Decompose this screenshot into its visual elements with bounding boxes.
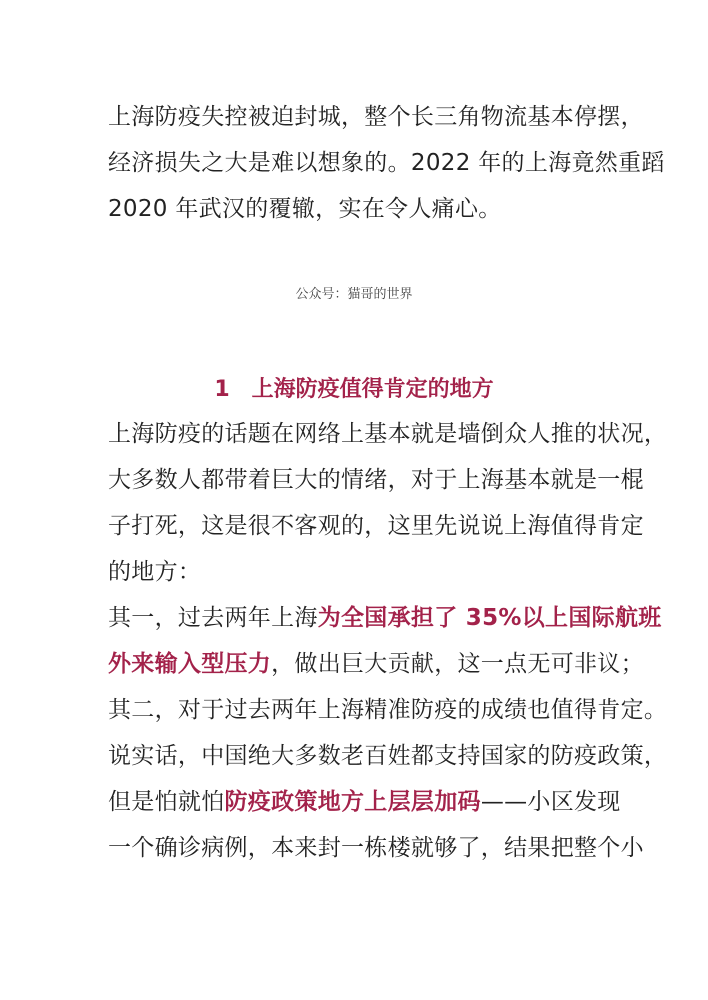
body-line-8: 说实话，中国绝大多数老百姓都支持国家的防疫政策， xyxy=(108,743,668,769)
highlight-text: 为全国承担了 35%以上国际航班 xyxy=(317,605,662,631)
body-line-5 xyxy=(108,595,662,641)
body-line-6 xyxy=(108,641,644,687)
body-paragraph xyxy=(108,411,668,871)
body-text: ——小区发现 xyxy=(480,789,621,815)
body-text: 其一，过去两年上海 xyxy=(108,605,318,631)
body-line-4: 的地方： xyxy=(108,559,202,585)
body-line-1: 上海防疫的话题在网络上基本就是墙倒众人推的状况， xyxy=(108,421,668,447)
body-text: ，做出巨大贡献，这一点无可非议； xyxy=(271,651,644,677)
intro-line-1: 上海防疫失控被迫封城，整个长三角物流基本停摆， xyxy=(108,104,644,130)
highlight-text: 外来输入型压力 xyxy=(108,651,272,677)
body-line-7: 其二，对于过去两年上海精准防疫的成绩也值得肯定。 xyxy=(108,697,668,723)
body-line-10: 一个确诊病例，本来封一栋楼就够了，结果把整个小 xyxy=(108,835,644,861)
intro-line-2: 经济损失之大是难以想象的。2022 年的上海竟然重蹈 xyxy=(108,150,665,176)
body-text: 但是怕就怕 xyxy=(108,789,225,815)
highlight-text: 防疫政策地方上层层加码 xyxy=(224,789,481,815)
body-line-9 xyxy=(108,779,621,825)
intro-paragraph xyxy=(108,94,665,232)
section-heading xyxy=(0,372,708,403)
source-caption: 公众号：猫哥的世界 xyxy=(295,287,413,302)
body-line-2: 大多数人都带着巨大的情绪，对于上海基本就是一棍 xyxy=(108,467,644,493)
section-title: 上海防疫值得肯定的地方 xyxy=(251,377,494,402)
section-number: 1 xyxy=(214,377,230,402)
body-line-3: 子打死，这是很不客观的，这里先说说上海值得肯定 xyxy=(108,513,644,539)
intro-line-3: 2020 年武汉的覆辙，实在令人痛心。 xyxy=(108,196,502,222)
